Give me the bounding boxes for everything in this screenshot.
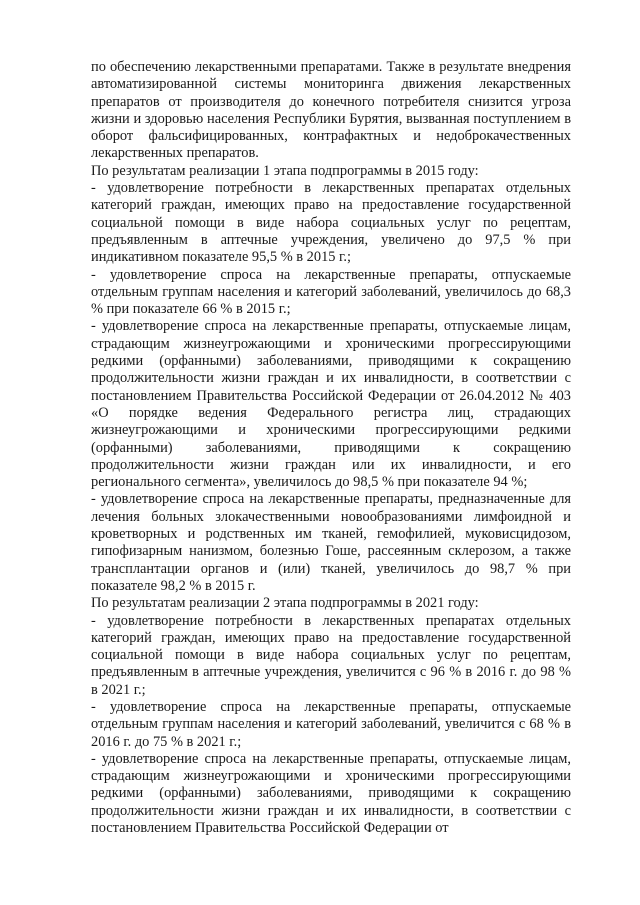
document-page [91,59,571,837]
paragraph-stage1-item-4: - удовлетворение спроса на лекарственные препараты, предназначенные для лечения больных злокачественными новообразованиями лимфоидной и кроветворных и родственных им тканей, гемофилией, муковисцидозом, гипофизарным нанизмом, болезнью Гоше, рассеянным склерозом, а также трансплантации органов и (или) тканей, увеличилось до 98,7 % при показателе 98,2 % в 2015 г. [91,491,571,594]
paragraph-stage2-heading: По результатам реализации 2 этапа подпрограммы в 2021 году: [91,595,479,612]
paragraph-stage1-item-2: - удовлетворение спроса на лекарственные препараты, отпускаемые отдельным группам населения и категорий заболеваний, увеличилось до 68,3 % при показателе 66 % в 2015 г.; [91,266,571,318]
paragraph-stage1-item-1: - удовлетворение потребности в лекарственных препаратах отдельных категорий граждан, имеющих право на предоставление государственной социальной помощи в виде набора социальных услуг по рецептам, предъявленным в аптечные учреждения, увеличено до 97,5 % при индикативном показателе 95,5 % в 2015 г.; [91,180,571,266]
paragraph-stage2-item-3: - удовлетворение спроса на лекарственные препараты, отпускаемые лицам, страдающим жизнеугрожающими и хроническими прогрессирующими редкими (орфанными) заболеваниями, приводящими к сокращению продолжительности жизни граждан и их инвалидности, в соответствии с постановлением Правительства Российской Федерации от [91,750,571,837]
paragraph-stage1-heading: По результатам реализации 1 этапа подпрограммы в 2015 году: [91,162,479,179]
paragraph-stage1-item-3: - удовлетворение спроса на лекарственные препараты, отпускаемые лицам, страдающим жизнеугрожающими и хроническими прогрессирующими редкими (орфанными) заболеваниями, приводящими к сокращению продолжительности жизни граждан и их инвалидности, в соответствии с постановлением Правительства Российской Федерации от 26.04.2012 № 403 «О порядке ведения Федерального регистра лиц, страдающих жизнеугрожающими и хроническими прогрессирующими редкими (орфанными) заболеваниями, приводящими к сокращению продолжительности жизни граждан или их инвалидности, и его регионального сегмента», увеличилось до 98,5 % при показателе 94 %; [91,318,571,491]
paragraph-stage2-item-1: - удовлетворение потребности в лекарственных препаратах отдельных категорий граждан, имеющих право на предоставление государственной социальной помощи в виде набора социальных услуг по рецептам, предъявленным в аптечные учреждения, увеличится с 96 % в 2016 г. до 98 % в 2021 г.; [91,612,571,698]
paragraph-stage2-item-2: - удовлетворение спроса на лекарственные препараты, отпускаемые отдельным группам населения и категорий заболеваний, увеличится с 68 % в 2016 г. до 75 % в 2021 г.; [91,698,571,750]
paragraph-goals-intro: по обеспечению лекарственными препаратами. Также в результате внедрения автоматизированной системы мониторинга движения лекарственных препаратов от производителя до конечного потребителя снизится угроза жизни и здоровью населения Республики Бурятия, вызванная поступлением в оборот фальсифицированных, контрафактных и недоброкачественных лекарственных препаратов. [91,59,571,162]
